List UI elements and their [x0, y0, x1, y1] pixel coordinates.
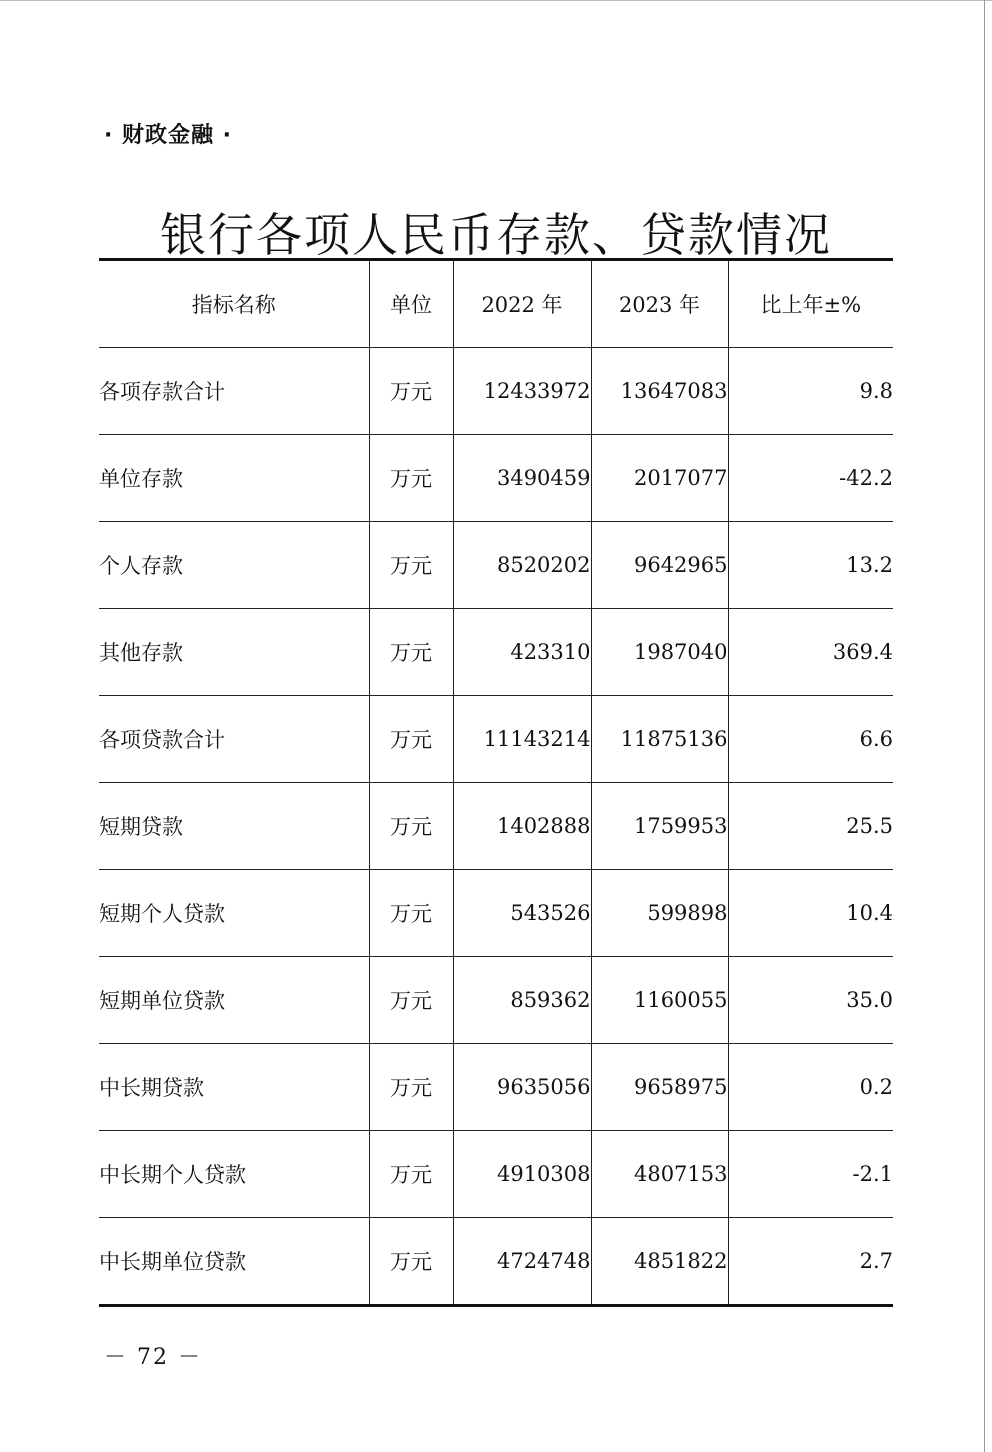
row-unit: 万元: [369, 1131, 453, 1218]
row-unit: 万元: [369, 435, 453, 522]
table-row: [99, 609, 893, 696]
row-unit: 万元: [369, 609, 453, 696]
row-name: 各项贷款合计: [99, 696, 369, 783]
row-value-2022: 3490459: [453, 435, 591, 522]
row-unit: 万元: [369, 957, 453, 1044]
row-unit: 万元: [369, 696, 453, 783]
table-row: [99, 435, 893, 522]
header-2022: 2022 年: [453, 260, 591, 348]
section-label: · 财政金融 ·: [104, 123, 233, 148]
row-name: 短期个人贷款: [99, 870, 369, 957]
row-change: 0.2: [728, 1044, 893, 1131]
table-body: [99, 348, 893, 1306]
row-value-2022: 9635056: [453, 1044, 591, 1131]
row-value-2023: 599898: [591, 870, 728, 957]
row-value-2023: 1987040: [591, 609, 728, 696]
row-value-2023: 1759953: [591, 783, 728, 870]
row-unit: 万元: [369, 348, 453, 435]
header-2023: 2023 年: [591, 260, 728, 348]
row-change: -42.2: [728, 435, 893, 522]
deposit-loan-table: [99, 258, 893, 1307]
row-value-2022: 543526: [453, 870, 591, 957]
row-value-2022: 4724748: [453, 1218, 591, 1306]
row-change: 25.5: [728, 783, 893, 870]
row-value-2023: 4851822: [591, 1218, 728, 1306]
row-name: 中长期个人贷款: [99, 1131, 369, 1218]
table-row: [99, 348, 893, 435]
row-value-2023: 2017077: [591, 435, 728, 522]
row-change: 369.4: [728, 609, 893, 696]
row-unit: 万元: [369, 522, 453, 609]
row-name: 短期贷款: [99, 783, 369, 870]
row-name: 其他存款: [99, 609, 369, 696]
row-name: 个人存款: [99, 522, 369, 609]
row-change: 9.8: [728, 348, 893, 435]
table-row: [99, 696, 893, 783]
row-change: 2.7: [728, 1218, 893, 1306]
page-title: 银行各项人民币存款、贷款情况: [160, 207, 832, 262]
row-value-2023: 1160055: [591, 957, 728, 1044]
row-value-2023: 11875136: [591, 696, 728, 783]
page-number: － 72 －: [104, 1345, 202, 1370]
row-value-2023: 9658975: [591, 1044, 728, 1131]
table-row: [99, 957, 893, 1044]
table-row: [99, 1044, 893, 1131]
table-row: [99, 783, 893, 870]
row-name: 中长期贷款: [99, 1044, 369, 1131]
row-value-2023: 13647083: [591, 348, 728, 435]
row-value-2022: 859362: [453, 957, 591, 1044]
row-unit: 万元: [369, 1218, 453, 1306]
table-row: [99, 522, 893, 609]
header-indicator: 指标名称: [99, 260, 369, 348]
row-value-2022: 4910308: [453, 1131, 591, 1218]
row-name: 各项存款合计: [99, 348, 369, 435]
row-unit: 万元: [369, 1044, 453, 1131]
row-value-2022: 1402888: [453, 783, 591, 870]
row-value-2023: 9642965: [591, 522, 728, 609]
header-change: 比上年±%: [728, 260, 893, 348]
row-change: 6.6: [728, 696, 893, 783]
page-top-edge: [0, 0, 992, 1]
row-value-2022: 8520202: [453, 522, 591, 609]
row-value-2023: 4807153: [591, 1131, 728, 1218]
row-change: 10.4: [728, 870, 893, 957]
row-value-2022: 11143214: [453, 696, 591, 783]
row-unit: 万元: [369, 870, 453, 957]
row-name: 单位存款: [99, 435, 369, 522]
row-change: 13.2: [728, 522, 893, 609]
table-row: [99, 1131, 893, 1218]
row-change: -2.1: [728, 1131, 893, 1218]
row-name: 短期单位贷款: [99, 957, 369, 1044]
row-unit: 万元: [369, 783, 453, 870]
header-unit: 单位: [369, 260, 453, 348]
row-value-2022: 12433972: [453, 348, 591, 435]
table-row: [99, 1218, 893, 1306]
row-change: 35.0: [728, 957, 893, 1044]
row-value-2022: 423310: [453, 609, 591, 696]
table-row: [99, 870, 893, 957]
row-name: 中长期单位贷款: [99, 1218, 369, 1306]
table-header-row: [99, 260, 893, 348]
